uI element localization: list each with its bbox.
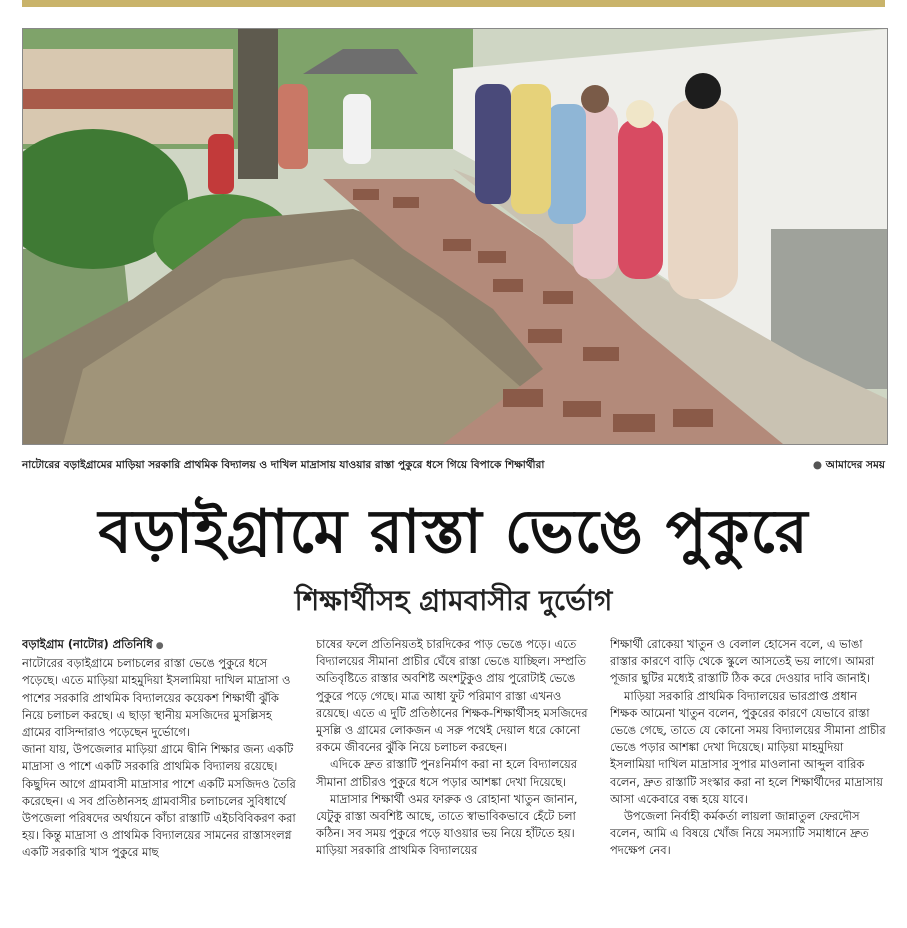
paragraph: নাটোরের বড়াইগ্রামে চলাচলের রাস্তা ভেঙে পুকুরে ধসে পড়েছে। এতে মাড়িয়া মাহমুদিয়া ইসলামিয়া দাখিল মাদ্রাসা ও পাশের সরকারি প্রাথমিক বিদ্যালয়ের কয়েকশ শিক্ষার্থী ঝুঁকি নিয়ে চলাচল করছে। এ ছাড়া স্থানীয় মসজিদের মুসল্লিসহ গ্রামের বাসিন্দারাও পড়েছেন দুর্ভোগে। — [22, 656, 291, 740]
byline: বড়াইগ্রাম (নাটোর) প্রতিনিধি ● — [22, 636, 298, 655]
photo-caption — [22, 457, 885, 475]
caption-text: নাটোরের বড়াইগ্রামের মাড়িয়া সরকারি প্রাথমিক বিদ্যালয় ও দাখিল মাদ্রাসায় যাওয়ার রাস্তা পুকুরে ধসে গিয়ে বিপাকে শিক্ষার্থীরা — [22, 458, 545, 471]
article-body — [22, 636, 886, 928]
news-photo — [22, 28, 888, 445]
paragraph: উপজেলা নির্বাহী কর্মকর্তা লায়লা জান্নাতুল ফেরদৌস বলেন, আমি এ বিষয়ে খোঁজ নিয়ে সমস্যাটি সমাধানে দ্রুত পদক্ষেপ নেব। — [610, 809, 869, 858]
paragraph: শিক্ষার্থী রোকেয়া খাতুন ও বেলাল হোসেন বলে, এ ভাঙা রাস্তার কারণে বাড়ি থেকে স্কুলে আসতেই ভয় লাগে। আমরা পূজার ছুটির মধ্যেই রাস্তাটি ঠিক করে দেওয়ার দাবি জানাই। — [610, 637, 875, 686]
headline: বড়াইগ্রামে রাস্তা ভেঙে পুকুরে — [98, 497, 809, 567]
article-column-1 — [22, 636, 298, 928]
paragraph: জানা যায়, উপজেলার মাড়িয়া গ্রামে দ্বীনি শিক্ষার জন্য একটি মাদ্রাসা ও পাশে একটি সরকারি প্রাথমিক বিদ্যালয় রয়েছে। কিছুদিন আগে গ্রামবাসী মাদ্রাসার পাশে একটি মসজিদও তৈরি করেছেন। এ সব প্রতিষ্ঠানসহ গ্রামবাসীর চলাচলের সুবিধার্থে উপজেলা পরিষদের অর্থায়নে কাঁচা রাস্তাটি এইচবিবিকরণ করা হয়। কিন্তু মাদ্রাসা ও প্রাথমিক বিদ্যালয়ের সামনের রাস্তাসংলগ্ন একটি সরকারি খাস পুকুরে মাছ — [22, 742, 296, 860]
paragraph: এদিকে দ্রুত রাস্তাটি পুনঃনির্মাণ করা না হলে বিদ্যালয়ের সীমানা প্রাচীরও পুকুরে ধসে পড়ার আশঙ্কা দেখা দিয়েছে। — [316, 757, 577, 789]
subheadline: শিক্ষার্থীসহ গ্রামবাসীর দুর্ভোগ — [294, 584, 613, 617]
photo-icon — [23, 29, 887, 444]
article-column-2 — [316, 636, 592, 928]
top-rule — [22, 0, 885, 7]
caption-credit: ● আমাদের সময় — [813, 458, 885, 475]
paragraph: মাড়িয়া সরকারি প্রাথমিক বিদ্যালয়ের ভারপ্রাপ্ত প্রধান শিক্ষক আমেনা খাতুন বলেন, পুকুরের কারণে যেভাবে রাস্তা ভেঙে গেছে, তাতে যে কোনো সময় বিদ্যালয়ের সীমানা প্রাচীর ভেঙে পড়ার আশঙ্কা দেখা দিয়েছে। মাড়িয়া মাহমুদিয়া ইসলামিয়া দাখিল মাদ্রাসার সুপার মাওলানা আব্দুল বারিক বলেন, দ্রুত রাস্তাটি সংস্কার করা না হলে শিক্ষার্থীদের মাদ্রাসায় আসা একেবারে বন্ধ হয়ে যাবে। — [610, 688, 886, 806]
paragraph: মাদ্রাসার শিক্ষার্থী ওমর ফারুক ও রোহানা খাতুন জানান, যেটুকু রাস্তা অবশিষ্ট আছে, তাতে স্বাভাবিকভাবে হেঁটে চলা কঠিন। সব সময় পুকুরে পড়ে যাওয়ার ভয় নিয়ে হাঁটতে হয়। মাড়িয়া সরকারি প্রাথমিক বিদ্যালয়ের — [316, 791, 578, 858]
paragraph: চাষের ফলে প্রতিনিয়তই চারদিকের পাড় ভেঙে পড়ে। এতে বিদ্যালয়ের সীমানা প্রাচীর ঘেঁষে রাস্তা ভেঙে যাচ্ছিল। সম্প্রতি অতিবৃষ্টিতে রাস্তার অবশিষ্ট অংশটুকুও প্রায় পুরোটাই ভেঙে পুকুরে পড়ে গেছে। মাত্র আধা ফুট পরিমাণ রাস্তা এখনও রয়েছে। এতে এ দুটি প্রতিষ্ঠানের শিক্ষক-শিক্ষার্থীসহ মসজিদের মুসল্লি ও গ্রামের লোকজন এ সরু পথেই দেয়াল ধরে কোনো রকমে জীবনের ঝুঁকি নিয়ে চলাচল করছেন। — [316, 637, 588, 755]
article-column-3 — [610, 636, 886, 928]
